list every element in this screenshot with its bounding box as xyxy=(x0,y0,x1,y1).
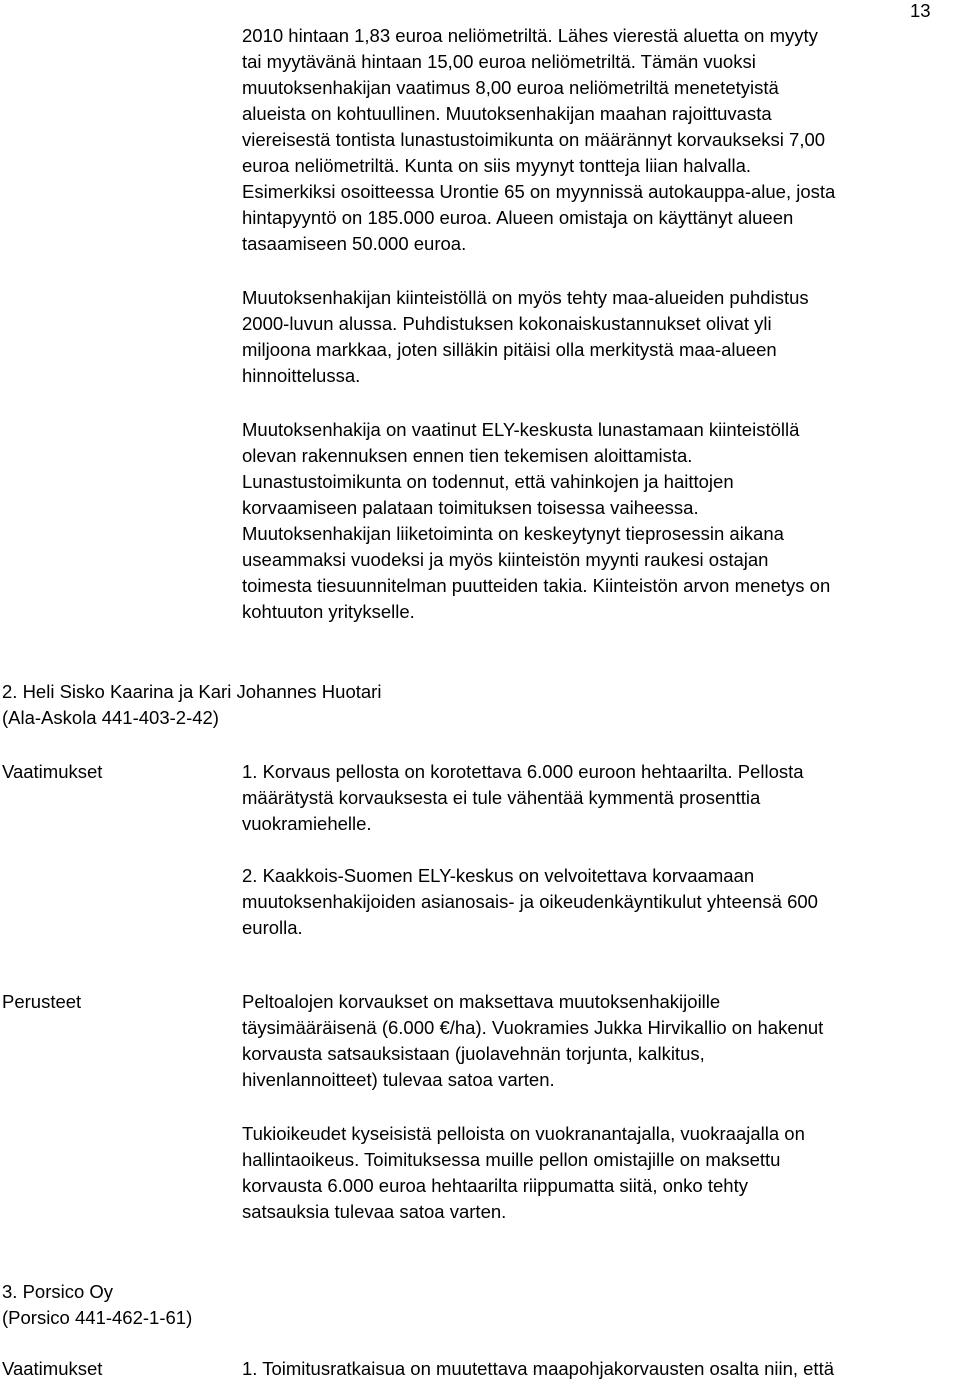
text-line: 2000-luvun alussa. Puhdistuksen kokonaiskustannukset olivat yli xyxy=(242,313,772,334)
section-title: 3. Porsico Oy xyxy=(2,1281,114,1302)
text-line: korvaamiseen palataan toimituksen toisessa vaiheessa. xyxy=(242,497,699,518)
field-label: Perusteet xyxy=(2,991,82,1012)
text-line: täysimääräisenä (6.000 €/ha). Vuokramies Jukka Hirvikallio on hakenut xyxy=(242,1017,824,1038)
page-number: 13 xyxy=(910,0,931,21)
text-line: eurolla. xyxy=(242,917,303,938)
text-line: Tukioikeudet kyseisistä pelloista on vuokranantajalla, vuokraajalla on xyxy=(242,1123,805,1144)
text-line: vuokramiehelle. xyxy=(242,813,372,834)
text-line: alueista on kohtuullinen. Muutoksenhakijan maahan rajoittuvasta xyxy=(242,103,772,124)
text-line: korvausta satsauksistaan (juolavehnän torjunta, kalkitus, xyxy=(242,1043,705,1064)
field-label: Vaatimukset xyxy=(2,761,103,782)
text-line: 1. Toimitusratkaisua on muutettava maapohjakorvausten osalta niin, että xyxy=(242,1358,834,1379)
text-line: toimesta tiesuunnitelman puutteiden takia. Kiinteistön arvon menetys on xyxy=(242,575,831,596)
field-label: Vaatimukset xyxy=(2,1358,103,1379)
text-line: muutoksenhakijan vaatimus 8,00 euroa neliömetriltä menetetyistä xyxy=(242,77,779,98)
text-line: Peltoalojen korvaukset on maksettava muutoksenhakijoille xyxy=(242,991,721,1012)
text-line: Muutoksenhakijan liiketoiminta on keskeytynyt tieprosessin aikana xyxy=(242,523,784,544)
text-line: 2010 hintaan 1,83 euroa neliömetriltä. Lähes vierestä aluetta on myyty xyxy=(242,25,818,46)
text-line: Muutoksenhakija on vaatinut ELY-keskusta lunastamaan kiinteistöllä xyxy=(242,419,800,440)
text-line: viereisestä tontista lunastustoimikunta on määrännyt korvaukseksi 7,00 xyxy=(242,129,826,150)
text-line: tasaamiseen 50.000 euroa. xyxy=(242,233,467,254)
section-property-id: (Porsico 441-462-1-61) xyxy=(2,1307,193,1328)
text-line: määrätystä korvauksesta ei tule vähentää kymmentä prosenttia xyxy=(242,787,761,808)
text-line: korvausta 6.000 euroa hehtaarilta riippumatta siitä, onko tehty xyxy=(242,1175,748,1196)
section-property-id: (Ala-Askola 441-403-2-42) xyxy=(2,707,219,728)
text-line: hivenlannoitteet) tulevaa satoa varten. xyxy=(242,1069,555,1090)
text-line: hinnoittelussa. xyxy=(242,365,361,386)
text-line: euroa neliömetriltä. Kunta on siis myynyt tontteja liian halvalla. xyxy=(242,155,752,176)
text-line: Lunastustoimikunta on todennut, että vahinkojen ja haittojen xyxy=(242,471,734,492)
text-line: kohtuuton yritykselle. xyxy=(242,601,415,622)
text-line: hintapyyntö on 185.000 euroa. Alueen omistaja on käyttänyt alueen xyxy=(242,207,794,228)
text-line: useammaksi vuodeksi ja myös kiinteistön myynti raukesi ostajan xyxy=(242,549,769,570)
text-line: olevan rakennuksen ennen tien tekemisen aloittamista. xyxy=(242,445,693,466)
text-line: 1. Korvaus pellosta on korotettava 6.000 euroon hehtaarilta. Pellosta xyxy=(242,761,804,782)
text-line: 2. Kaakkois-Suomen ELY-keskus on velvoitettava korvaamaan xyxy=(242,865,755,886)
section-title: 2. Heli Sisko Kaarina ja Kari Johannes Huotari xyxy=(2,681,382,702)
text-line: hallintaoikeus. Toimituksessa muille pellon omistajille on maksettu xyxy=(242,1149,781,1170)
text-line: Esimerkiksi osoitteessa Urontie 65 on myynnissä autokauppa-alue, josta xyxy=(242,181,836,202)
text-line: satsauksia tulevaa satoa varten. xyxy=(242,1201,507,1222)
text-line: muutoksenhakijoiden asianosais- ja oikeudenkäyntikulut yhteensä 600 xyxy=(242,891,818,912)
text-line: tai myytävänä hintaan 15,00 euroa neliömetriltä. Tämän vuoksi xyxy=(242,51,756,72)
text-line: miljoona markkaa, joten silläkin pitäisi olla merkitystä maa-alueen xyxy=(242,339,777,360)
text-line: Muutoksenhakijan kiinteistöllä on myös tehty maa-alueiden puhdistus xyxy=(242,287,809,308)
